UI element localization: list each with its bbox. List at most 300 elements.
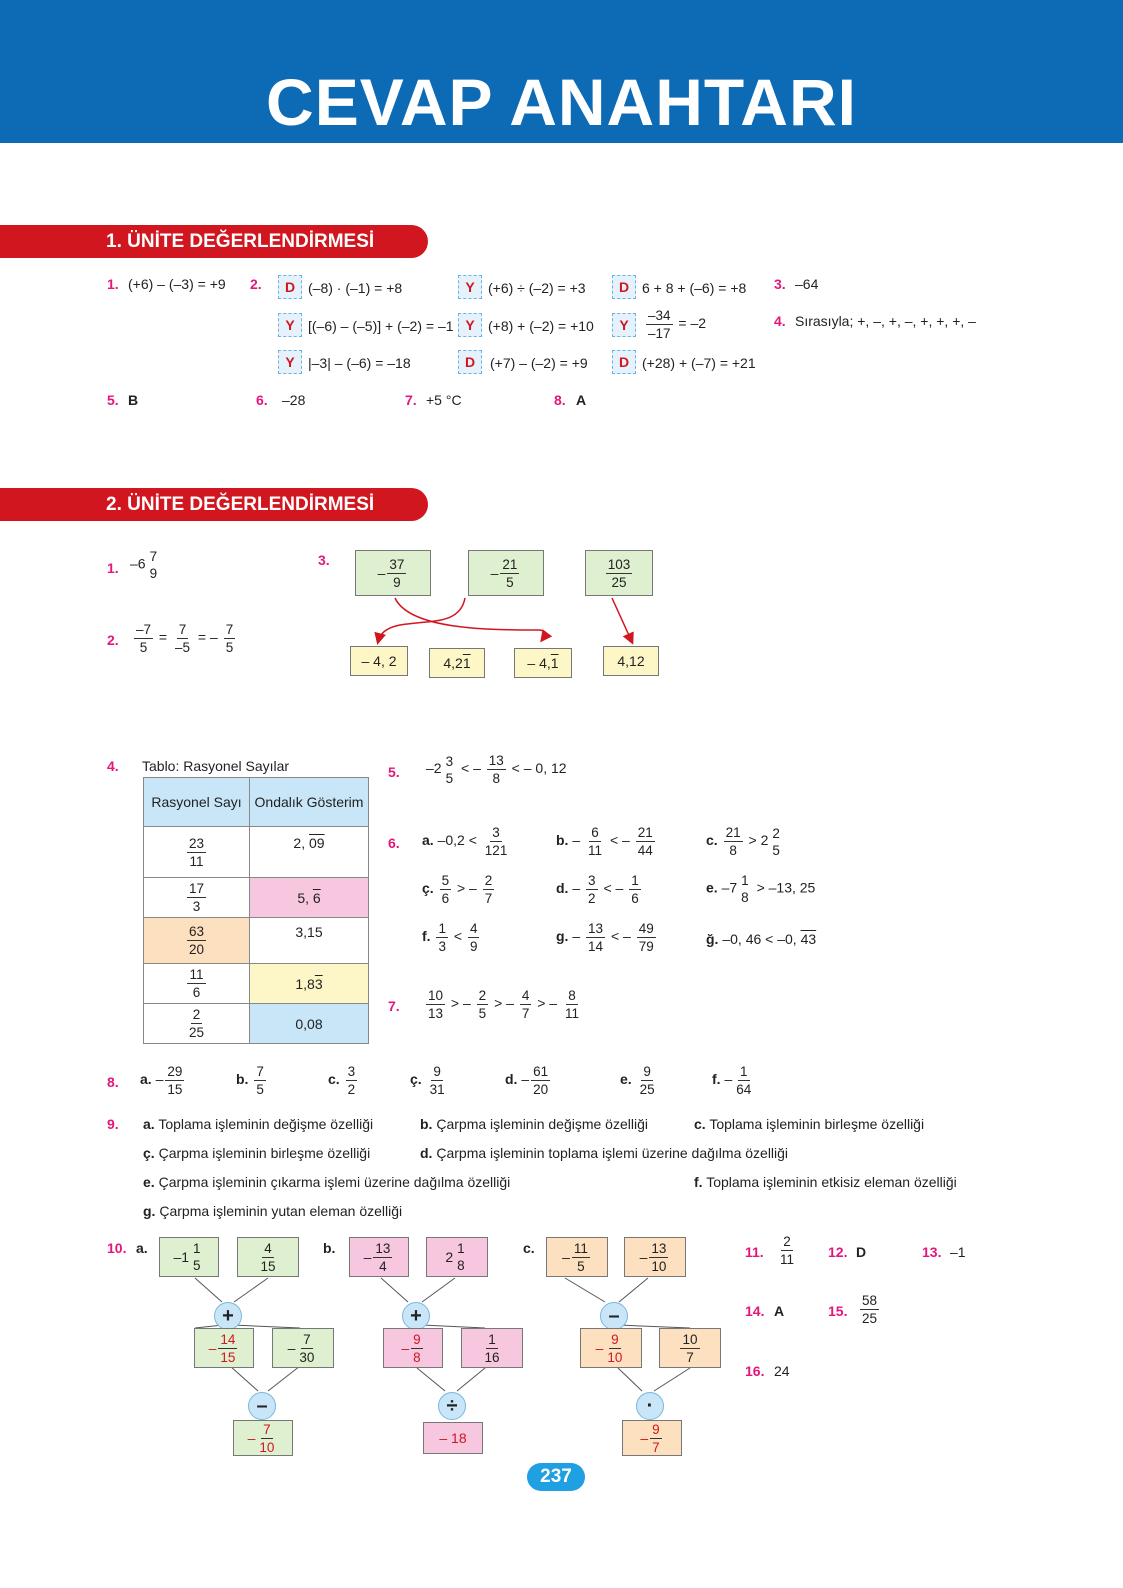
frac-den: 5 [225, 640, 234, 655]
u2-q10a-result [233, 1420, 293, 1456]
frac-num: 37 [389, 556, 405, 572]
frac-num: –34 [648, 308, 671, 323]
text: Toplama işleminin birleşme özelliği [709, 1116, 925, 1132]
u2-q13-answer: –1 [950, 1244, 966, 1260]
sign: – [724, 1071, 733, 1088]
u2-q8-cc [410, 1063, 449, 1098]
u2-q10a-top-2 [237, 1237, 299, 1277]
table-cell-decimal: 0,08 [250, 1004, 369, 1044]
frac-den: 79 [638, 939, 654, 954]
u2-q9-b [420, 1116, 648, 1132]
tail: < – 0, 12 [511, 760, 567, 777]
prefix: –7 [721, 879, 738, 896]
table-cell-rational [144, 1004, 250, 1044]
frac-den: 25 [188, 1025, 205, 1040]
u2-q8-number: 8. [107, 1074, 119, 1090]
u1-q5-answer: B [128, 392, 139, 408]
frac-num: 29 [167, 1064, 183, 1079]
label: c. [328, 1071, 340, 1088]
u1-q2-text-2: (+6) ÷ (–2) = +3 [488, 280, 586, 296]
minus: – [640, 1430, 649, 1446]
decimal: – 4, [527, 655, 551, 671]
u1-q8-answer: A [576, 392, 587, 408]
minus: – [210, 629, 218, 646]
frac-num: 13 [375, 1240, 391, 1256]
u2-q10c-top-1 [546, 1237, 608, 1277]
u2-q6-d: d. – $\frac{3}{2}$ < – $\frac{1}{6}$ [556, 873, 639, 906]
mid: < [453, 928, 463, 945]
page-number: 237 [527, 1463, 585, 1491]
u1-q2-tag-7: Y [278, 350, 302, 374]
frac-den: 8 [729, 843, 737, 858]
label: b. [236, 1071, 249, 1088]
frac-den: 3 [192, 899, 201, 914]
u2-q10-a-label: a. [136, 1240, 148, 1256]
minus: – [401, 1340, 410, 1356]
sign: – [490, 565, 499, 581]
frac-den: 10 [259, 1439, 275, 1455]
u1-q2-fraction-6 [644, 307, 706, 342]
unit1-section-title: 1. ÜNİTE DEĞERLENDİRMESİ [0, 225, 428, 258]
repeat: 1 [462, 655, 471, 671]
u2-q6-f [422, 920, 481, 955]
frac-num: 8 [568, 988, 576, 1003]
equals: = [158, 629, 168, 646]
frac-num: 1 [741, 873, 749, 888]
lt: < [460, 760, 470, 777]
frac-num: 58 [862, 1293, 878, 1308]
u2-q9-e [143, 1174, 510, 1190]
frac-num: 9 [433, 1064, 441, 1079]
frac-num: 3 [492, 825, 500, 840]
minus: – [363, 1249, 372, 1265]
frac-den: 20 [188, 942, 205, 957]
label: c. [694, 1116, 706, 1132]
tail: > –13, 25 [756, 879, 816, 896]
u1-q3-answer: –64 [795, 276, 819, 292]
frac-den: 25 [639, 1082, 655, 1097]
u2-q10b-result: – 18 [423, 1422, 483, 1454]
frac-num: 61 [533, 1064, 549, 1079]
frac-num: 13 [488, 753, 504, 768]
u2-q12-answer: D [856, 1244, 867, 1260]
u2-q13-number: 13. [922, 1244, 942, 1260]
frac-den: 6 [192, 985, 201, 1000]
frac-num: 5 [441, 873, 450, 888]
u1-q2-rest-6: = –2 [678, 315, 707, 332]
frac-den: 7 [652, 1439, 660, 1455]
minus: – [595, 1340, 604, 1356]
u2-q10c-mid-2 [659, 1328, 721, 1368]
u2-q3-bottom-box-2 [429, 648, 485, 678]
label: e. [620, 1071, 632, 1088]
minus: – [247, 1430, 256, 1446]
frac-num: 23 [188, 835, 205, 851]
text: Çarpma işleminin değişme özelliği [436, 1116, 648, 1132]
text: Toplama işleminin etkisiz eleman özelliği [706, 1174, 957, 1190]
u2-q2-number: 2. [107, 632, 119, 648]
frac-den: 5 [193, 1258, 201, 1273]
label: f. [712, 1071, 721, 1088]
u2-q10b-top-1 [349, 1237, 409, 1277]
u1-q2-text-1: (–8) · (–1) = +8 [308, 280, 403, 296]
frac-den: 11 [780, 1252, 795, 1267]
frac-den: 6 [441, 891, 450, 906]
frac-num: 2 [484, 873, 493, 888]
whole: 2 [445, 1249, 454, 1265]
u1-q2-tag-4: Y [278, 313, 302, 337]
u1-q2-tag-3: D [612, 275, 636, 299]
table-cell-rational [144, 827, 250, 878]
u1-q2-text-5: (+8) + (–2) = +10 [488, 318, 594, 334]
u2-q8-f [712, 1063, 755, 1098]
label: ç. [422, 880, 434, 897]
frac-num: 4 [264, 1240, 272, 1256]
frac-den: 25 [862, 1311, 878, 1326]
page-title: CEVAP ANAHTARI [266, 65, 857, 139]
frac-num: 7 [256, 1064, 264, 1079]
frac-num: 11 [573, 1240, 588, 1256]
text: Çarpma işleminin toplama işlemi üzerine dağılma özelliği [436, 1145, 789, 1161]
frac-num: 2 [192, 1007, 201, 1022]
u2-q6-cc [422, 872, 496, 907]
frac-num: 1 [438, 921, 446, 936]
frac-den: 8 [457, 1258, 465, 1273]
frac-den: 25 [611, 574, 627, 590]
u2-q9-d [420, 1145, 788, 1161]
u1-q2-tag-2: Y [458, 275, 482, 299]
frac-num: 7 [178, 622, 187, 637]
frac-den: 31 [429, 1082, 445, 1097]
u2-q9-a [143, 1116, 373, 1132]
u1-q2-text-4: [(–6) – (–5)] + (–2) = –1 [308, 318, 454, 334]
frac-num: 7 [303, 1331, 311, 1347]
frac-den: 15 [260, 1258, 276, 1274]
op: > – [450, 995, 471, 1012]
u2-q7-number: 7. [388, 998, 400, 1014]
frac-den: 8 [492, 771, 501, 786]
frac-num: 2 [478, 988, 487, 1003]
frac-den: 15 [167, 1082, 183, 1097]
u2-q9-cc [143, 1145, 370, 1161]
u2-q8-b [236, 1063, 268, 1098]
frac-num: 7 [149, 549, 158, 564]
u2-q5-number: 5. [388, 764, 400, 780]
u2-q9-number: 9. [107, 1116, 119, 1132]
table-cell-rational [144, 918, 250, 964]
u2-q8-d [505, 1063, 552, 1098]
u2-q6-g: g. – $\frac{13}{14}$ < – $\frac{49}{79}$ [556, 921, 654, 954]
frac-num: 49 [638, 921, 654, 936]
minus: – [562, 1249, 570, 1265]
frac-num: 6 [591, 825, 599, 840]
text: Çarpma işleminin birleşme özelliği [158, 1145, 371, 1161]
u2-q7-answer [424, 987, 583, 1022]
frac-den: 2 [588, 891, 596, 906]
minus: – [287, 1340, 296, 1356]
unit2-section-title: 2. ÜNİTE DEĞERLENDİRMESİ [0, 488, 428, 521]
label: e. [706, 879, 718, 896]
label: ç. [143, 1145, 155, 1161]
u1-q7-number: 7. [405, 392, 417, 408]
frac-den: 9 [469, 939, 478, 954]
table-header-rational: Rasyonel Sayı [144, 778, 250, 827]
frac-den: 5 [577, 1258, 585, 1274]
u2-q8-c [328, 1063, 359, 1098]
u2-q10-c-label: c. [523, 1240, 535, 1256]
label: f. [422, 928, 431, 945]
u2-q10c-top-2 [624, 1237, 686, 1277]
u1-q8-number: 8. [554, 392, 566, 408]
sign: – [155, 1071, 164, 1088]
label: b. [420, 1116, 433, 1132]
label: a. [422, 832, 434, 849]
label: b. [556, 832, 569, 849]
frac-den: 2 [347, 1082, 356, 1097]
label: d. [556, 880, 569, 897]
u2-q9-g [143, 1203, 402, 1219]
mid: > 2 [748, 832, 769, 849]
u2-q8-e [620, 1063, 659, 1098]
op: > – [537, 995, 558, 1012]
frac-den: 7 [484, 891, 493, 906]
u2-q3-bottom-box-4: 4,12 [603, 646, 659, 676]
frac-num: 10 [428, 988, 444, 1003]
text: Çarpma işleminin çıkarma işlemi üzerine dağılma özelliği [158, 1174, 511, 1190]
table-header-decimal: Ondalık Gösterim [250, 778, 369, 827]
u1-q2-text-9: (+28) + (–7) = +21 [642, 355, 756, 371]
op: > – [494, 995, 514, 1012]
u2-q10b-mid-2 [461, 1328, 523, 1368]
u2-q10a-top-1 [159, 1237, 219, 1277]
u2-q2-answer [132, 621, 237, 656]
frac-den: 44 [637, 843, 653, 858]
mid: < – [609, 832, 630, 849]
u1-q5-number: 5. [107, 392, 119, 408]
frac-num: 17 [188, 881, 205, 896]
u2-q10-number: 10. [107, 1240, 127, 1256]
u2-q10b-top-2 [426, 1237, 488, 1277]
frac-num: 1 [193, 1241, 201, 1256]
u2-q14-number: 14. [745, 1303, 765, 1319]
text: Toplama işleminin değişme özelliği [158, 1116, 374, 1132]
frac-num: 2 [783, 1234, 791, 1249]
u2-q3-bottom-box-1: – 4, 2 [350, 646, 408, 676]
u1-q2-number: 2. [250, 276, 262, 292]
frac-den: 4 [379, 1258, 387, 1274]
repeat: 6 [312, 889, 321, 906]
frac-den: 10 [607, 1349, 623, 1365]
label: e. [143, 1174, 155, 1190]
u1-q7-answer: +5 °C [426, 392, 462, 408]
u2-q9-f [694, 1174, 957, 1190]
u2-q15-number: 15. [828, 1303, 848, 1319]
sign: – [377, 565, 386, 581]
frac-den: –17 [648, 326, 671, 341]
u2-q16-answer: 24 [774, 1363, 790, 1379]
frac-den: 5 [506, 574, 514, 590]
u2-q10a-op-1: + [214, 1302, 242, 1330]
u2-q8-a [140, 1063, 186, 1098]
frac-num: 7 [263, 1421, 271, 1437]
u1-q2-tag-9: D [612, 350, 636, 374]
frac-den: 13 [428, 1006, 444, 1021]
u2-q6-b: b. – $\frac{6}{11}$ < – $\frac{21}{44}$ [556, 825, 653, 858]
label: g. [556, 928, 569, 945]
frac-num: 11 [189, 967, 204, 982]
frac-den: 14 [588, 939, 604, 954]
u2-q14-answer: A [774, 1303, 785, 1319]
mid: < – [603, 880, 624, 897]
frac-num: 3 [445, 753, 454, 769]
label: d. [505, 1071, 518, 1088]
frac-den: 30 [299, 1349, 315, 1365]
frac-num: 7 [225, 622, 234, 637]
frac-den: 11 [588, 843, 603, 858]
frac-den: 6 [631, 891, 639, 906]
u1-q6-answer: –28 [282, 392, 306, 408]
frac-den: –5 [175, 640, 191, 655]
u2-q10c-op-1: – [600, 1302, 628, 1330]
u1-q2-text-8: (+7) – (–2) = +9 [490, 355, 588, 371]
prefix: –0, 46 < –0, [722, 931, 801, 947]
frac-den: 5 [478, 1006, 487, 1021]
frac-den: 10 [651, 1258, 667, 1274]
frac-den: 7 [686, 1349, 694, 1365]
frac-den: 15 [220, 1349, 236, 1365]
frac-num: 63 [188, 924, 205, 939]
repeat: 09 [309, 835, 325, 851]
u2-q11-answer [776, 1233, 798, 1268]
repeat: 3 [314, 975, 323, 992]
u2-q10a-mid-2 [272, 1328, 334, 1368]
u2-q6-c [706, 824, 784, 859]
equals: = [197, 629, 207, 646]
label: g. [143, 1203, 156, 1219]
frac-den: 5 [139, 640, 148, 655]
frac-num: 13 [651, 1240, 667, 1256]
frac-num: 4 [521, 988, 530, 1003]
table-cell-decimal [250, 964, 369, 1004]
table-cell-decimal [250, 878, 369, 918]
u2-q12-number: 12. [828, 1244, 848, 1260]
u2-q3-number: 3. [318, 552, 330, 568]
table-cell-rational [144, 964, 250, 1004]
frac-num: 1 [631, 873, 639, 888]
table-cell-decimal [250, 827, 369, 878]
frac-den: 64 [736, 1082, 752, 1097]
u2-q10b-op-1: + [402, 1302, 430, 1330]
prefix: –0,2 < [437, 832, 477, 849]
u2-q10c-mid-1 [580, 1328, 642, 1368]
u1-q2-tag-8: D [458, 350, 482, 374]
frac-num: 10 [682, 1331, 698, 1347]
frac-den: 5 [772, 842, 780, 858]
minus: – [473, 760, 481, 777]
frac-den: 11 [564, 1006, 579, 1021]
frac-num: –7 [136, 622, 152, 637]
label: ğ. [706, 931, 719, 947]
frac-num: 21 [502, 556, 518, 572]
u2-q4-number: 4. [107, 758, 119, 774]
frac-den: 7 [521, 1006, 530, 1021]
label: a. [140, 1071, 152, 1088]
text: Çarpma işleminin yutan eleman özelliği [159, 1203, 403, 1219]
frac-num: 4 [469, 921, 478, 936]
u2-q4-caption: Tablo: Rasyonel Sayılar [142, 758, 290, 774]
minus: – [208, 1340, 217, 1356]
u2-q1-number: 1. [107, 560, 119, 576]
u2-q10b-mid-1 [383, 1328, 443, 1368]
minus: – [639, 1249, 648, 1265]
frac-num: 1 [740, 1064, 748, 1079]
u2-q9-c [694, 1116, 924, 1132]
u1-q3-number: 3. [774, 276, 786, 292]
frac-num: 9 [643, 1064, 651, 1079]
repeat: 43 [800, 931, 817, 947]
label: f. [694, 1174, 703, 1190]
frac-num: 21 [725, 825, 741, 840]
frac-num: 2 [772, 825, 780, 841]
u1-q6-number: 6. [256, 392, 268, 408]
u2-q4-table [143, 777, 369, 1044]
frac-den: 9 [393, 574, 401, 590]
u2-q10b-op-2: ÷ [438, 1392, 466, 1420]
mid: < – [610, 928, 631, 945]
frac-den: 5 [256, 1082, 264, 1097]
frac-den: 20 [533, 1082, 549, 1097]
frac-num: 1 [457, 1241, 465, 1256]
frac-num: 9 [611, 1331, 619, 1347]
label: ç. [410, 1071, 422, 1088]
frac-num: 1 [488, 1331, 496, 1347]
u1-q2-text-3: 6 + 8 + (–6) = +8 [642, 280, 747, 296]
label: a. [143, 1116, 155, 1132]
sign: – [521, 1071, 530, 1088]
mid: > – [456, 880, 477, 897]
u2-q3-arrows [340, 590, 660, 650]
table-cell-decimal: 3,15 [250, 918, 369, 964]
decimal: 2, [293, 835, 309, 851]
u1-q4-number: 4. [774, 313, 786, 329]
u1-q1-answer: (+6) – (–3) = +9 [128, 276, 226, 292]
label: d. [420, 1145, 433, 1161]
u2-q10a-mid-1 [194, 1328, 254, 1368]
u2-q10-b-label: b. [323, 1240, 336, 1256]
u1-q4-answer: Sırasıyla; +, –, +, –, +, +, +, – [795, 313, 976, 329]
u2-q16-number: 16. [745, 1363, 765, 1379]
whole: –1 [173, 1249, 190, 1265]
u2-q3-bottom-box-3 [514, 648, 572, 678]
frac-num: 13 [588, 921, 604, 936]
u2-q10a-op-2: – [248, 1392, 276, 1420]
u1-q2-tag-5: Y [458, 313, 482, 337]
frac-num: 3 [588, 873, 596, 888]
u1-q2-text-7: |–3| – (–6) = –18 [308, 355, 411, 371]
decimal: 4,2 [443, 655, 463, 671]
frac-den: 11 [189, 853, 204, 869]
u2-q15-answer [858, 1292, 881, 1327]
table-cell-rational [144, 878, 250, 918]
frac-den: 3 [438, 939, 446, 954]
whole: –6 [130, 555, 146, 572]
u1-q1-number: 1. [107, 276, 119, 292]
u2-q11-number: 11. [745, 1244, 764, 1260]
u2-q5-answer [426, 752, 567, 787]
frac-den: 8 [413, 1349, 421, 1365]
frac-den: 5 [445, 770, 454, 786]
frac-num: 9 [652, 1421, 660, 1437]
